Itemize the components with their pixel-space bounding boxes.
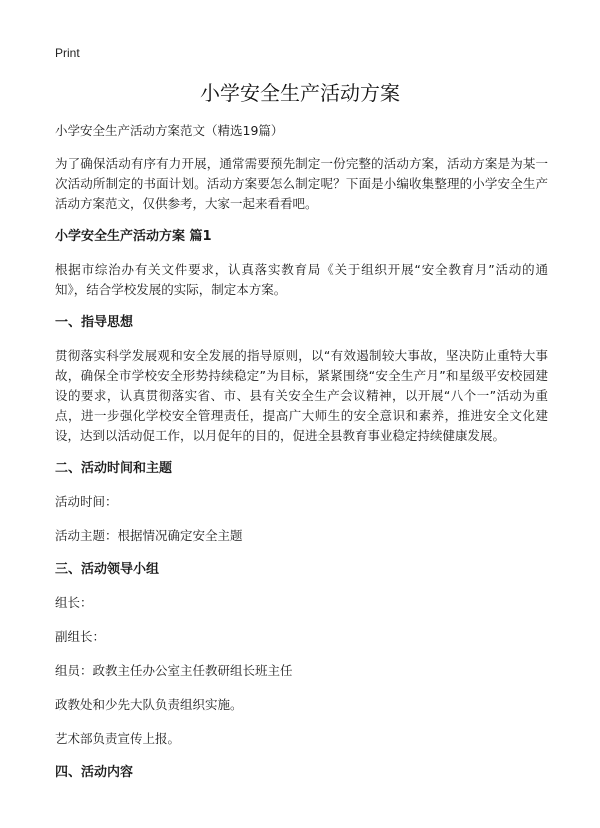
document-body [55,121,548,796]
section-title: 小学安全生产活动方案 篇1 [55,229,212,244]
vice-leader-line: 副组长： [55,629,106,644]
heading-leadership-group: 三、活动领导小组 [55,562,160,577]
document-subtitle: 小学安全生产活动方案范文（精选19篇） [55,123,284,138]
publicity-line: 艺术部负责宣传上报。 [55,731,181,746]
heading-guiding-ideology: 一、指导思想 [55,315,134,330]
leader-line: 组长： [55,595,93,610]
print-link[interactable]: Print [55,46,80,60]
heading-activity-content: 四、活动内容 [55,765,134,780]
members-line: 组员：政教主任办公室主任教研组长班主任 [55,663,293,678]
heading-time-theme: 二、活动时间和主题 [55,461,173,476]
page-title: 小学安全生产活动方案 [200,81,400,105]
intro-paragraph: 为了确保活动有序有力开展，通常需要预先制定一份完整的活动方案，活动方案是为某一次活动所制定的书面计划。活动方案要怎么制定呢？下面是小编收集整理的小学安全生产活动方案范文，仅供参考，大家一起来看看吧。 [55,156,548,211]
basis-paragraph: 根据市综治办有关文件要求，认真落实教育局《关于组织开展“安全教育月”活动的通知》，结合学校发展的实际，制定本方案。 [55,262,548,297]
activity-time-line: 活动时间： [55,494,118,509]
guiding-paragraph: 贯彻落实科学发展观和安全发展的指导原则，以“有效遏制较大事故，坚决防止重特大事故，确保全市学校安全形势持续稳定”为目标，紧紧围绕“安全生产月”和星级平安校园建设的要求，认真贯彻落实省、市、县有关安全生产会议精神，以开展“八个一”活动为重点，进一步强化学校安全管理责任，提高广大师生的安全意识和素养，推进安全文化建设，达到以活动促工作，以月促年的目的，促进全县教育事业稳定持续健康发展。 [55,348,548,443]
activity-theme-line: 活动主题：根据情况确定安全主题 [55,528,243,543]
organization-line: 政教处和少先大队负责组织实施。 [55,697,243,712]
